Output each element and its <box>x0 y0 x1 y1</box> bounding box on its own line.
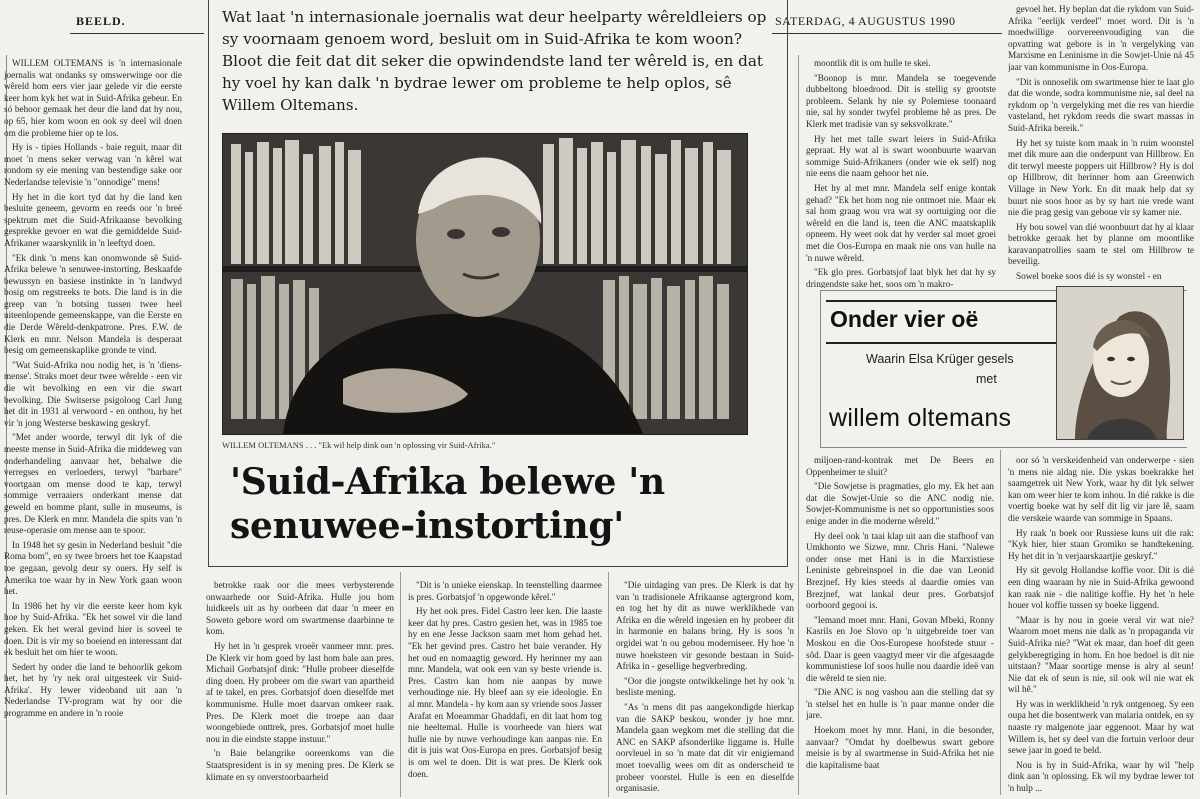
paragraph: Hy het in die kort tyd dat hy die land ken besluite geneem, gevorm en reeds oor 'n breë spektrum met die Suid-Afrikaanse bevolking gesprekke gevoer en wat die gemiddelde Suid-Afrikaner waarskynlik in 'n leeftyd doen. <box>4 191 182 248</box>
paragraph: Hy was in werklikheid 'n ryk ontgenoeg. Sy een oupa het die bosentwerk van malaria ontdek, en sy naaste ry malgenote jaar eggenoot. Maar hy wat Willem is, het sy deel van die fortuin verloor deur sewe jaar in goed te beld. <box>1008 698 1194 756</box>
paragraph: "As 'n mens dit pas aangekondigde hierkap van die SAKP beskou, wonder jy hoe mnr. Mandela gaan wegkom met die stelling dat die ANC en SAKP afsonderlike liggame is. Hulle oorvleuel in so 'n mate dat dit vir enigiemand moet toevallig wees om dit as onderscheid te probeer voorstel. Hulle is een en dieselfde organisasie. <box>616 701 794 794</box>
paragraph: Sedert hy onder die land te behoorlik gekom het, het hy 'ry nek oral uitgesteek vir Suid-Afrika'. Hy lewer videoband uit aan 'n Nederlandse TV-program wat hy oor die programme en andere in 'n rooie <box>4 661 182 719</box>
paragraph: "Met ander woorde, terwyl dit lyk of die meeste mense in Suid-Afrika die middeweg van onderhandeling aanvaar het, behalwe die verregses en verloeders, terwyl "barbare" voortgaan om mense dood te kap, terwyl sommige verraaiers onderkant mense dat geweld en bomme plant, sulle in museums, is pres. De Klerk en mnr. Mandela die spits van 'n reuse-operasie om mense aan te spoor. <box>4 432 182 536</box>
paragraph: "Boonop is mnr. Mandela se toegevende dubbeltong bloedrood. Dit is stellig sy grootste probleem. Selank hy nie sy Polemiese toonaard nie, sal hy sonder twyfel probleme hê as pres. De Klerk met tradisie van sy seksvolkrate." <box>806 72 996 129</box>
masthead-rule-right <box>772 33 1002 34</box>
paragraph: Nou is hy in Suid-Afrika, waar hy wil "help dink aan 'n oplossing. Ek wil my bydrae lewer tot 'n hulp ... <box>1008 759 1194 794</box>
paragraph: "Maar is hy nou in goeie veral vir wat nie? Waarom moet mens nie dalk as 'n propaganda vir Suid-Afrika nie? "Wat ek maar, dan hoef dit geen gelykberegtiging in hom. En hoe bedoel is dit nie uitstaan? "Maar soortige mense is alry al seun! Nie dat ek of seun is nie, sil ook wil nie wat ek wil hê." <box>1008 614 1194 695</box>
paragraph: "Dit is 'n unieke eienskap. In teenstelling daarmee is pres. Gorbatsjof 'n opgewonde kêrel." <box>408 580 602 602</box>
column-byline: Waarin Elsa Krüger gesels <box>866 352 1014 366</box>
paragraph: WILLEM OLTEMANS is 'n internasionale joernalis wat ondanks sy omswerwinge oor die wêreld hom eers vier jaar gelede vir die eerste keer hom kyk het wat in Suid-Afrika gebeur. En só behoor gemaak het deur die land dat hy nou, op 65, hier kom woon en ook sy deel wil doen om die probleme hier op te los. <box>4 58 182 138</box>
column-rule <box>1000 450 1001 795</box>
photo-caption: WILLEM OLTEMANS . . . "Ek wil help dink oan 'n oplossing vir Suid-Afrika." <box>222 440 496 450</box>
paragraph: "Wat Suid-Afrika nou nodig het, is 'n 'diens-mense'. Straks moet deur twee wêrelde - een vir die wit bevolking en een vir die swart bevolking. Die Switserse psigoloog Carl Jung het dit in 1931 al verwoord - en onthou, hy het vir 'n jong Westerse beskawing geskryf. <box>4 359 182 428</box>
headline: 'Suid-Afrika belewe 'n senuwee-instorting' <box>230 461 665 547</box>
column-mid-3 <box>616 580 794 795</box>
intro-paragraph: Wat laat 'n internasionale joernalis wat deur heelparty wêreldleiers op sy voornaam genoem word, besluit om in Suid-Afrika te kom woon? Bloot die feit dat dit seker die opwindendste land ter wêreld is, en dat hy voel hy kan dalk 'n bydrae lewer om probleme te help oplos, sê Willem Oltemans. <box>222 8 767 114</box>
column-rule <box>798 55 799 795</box>
column-left <box>4 58 182 798</box>
column-rule <box>400 572 401 797</box>
author-portrait <box>1056 286 1184 440</box>
paragraph: Hy deel ook 'n taai klap uit aan die stafhoof van Umkhonto we Sizwe, mnr. Chris Hani. "Nalewe onder onse met Hani is in die Marxistiese Leniniste gebreinspoel in die dae van Leonid Brezjnef. Hy kies steeds al daardie omies van Brezjnef, wat lankal deur pres. Gorbatsjof oorboord gegooi is. <box>806 530 994 611</box>
paragraph: "Iemand moet mnr. Hani, Govan Mbeki, Ronny Kasrils en Joe Slovo op 'n uitgebreide toer van Moskou en die Oos-Europese hoofstede stuur - sôd. Daar is geen vaagtyd meer vir die afgesaagde kommunistiese lof soos hulle nou daardie ideë van die wêreld te sien nie. <box>806 614 994 683</box>
column-rule <box>608 572 609 797</box>
paragraph: "Die ANC is nog vashou aan die stelling dat sy 'n stelsel het en hulle is 'n paar manne onder die jare. <box>806 687 994 721</box>
column-mid-4 <box>806 58 996 288</box>
paragraph: betrokke raak oor die mees verbysterende onwaarhede oor Suid-Afrika. Hulle jou hom luidkeels uit as hy oorbeen dat daar 'n meer en Soweto gebore word om swartmense daarbinne te kom. <box>206 580 394 637</box>
masthead-rule-left <box>70 33 204 34</box>
paragraph: miljoen-rand-kontrak met De Beers en Oppenheimer te sluit? <box>806 455 994 477</box>
paragraph: "Dit is onnoselik om swartmense hier te laat glo dat die wonde, sodra kommunisme nie, sal deel na rykdom op 'n vergelyking met die res van hierdie vasteland, het rykdom reeds die swart massas in Suid-Afrika bereik." <box>1008 76 1194 133</box>
paragraph: Sowel boeke soos dié is sy wonstel - en <box>1016 271 1162 282</box>
paragraph: Hy het sy tuiste kom maak in 'n ruim woonstel met dik mure aan die onderpunt van Hillbrow. En dit terwyl meeste poppers uit Hillbrow? Hy is dol op Hillbrow, dit herinner hom aan Greenwich Village in New York. En dit maak help dat sy buurt nie soos hoor as by sy hart nie vrede want nie die prag gesig van geboue vir sy kamer nie. <box>1008 137 1194 218</box>
paragraph: Hy het in 'n gesprek vroeër vanmeer mnr. pres. De Klerk vir hom goed by last hom bale aan pres. Michail Gorbatsjof dink: "Hulle probeer dieselfde ding doen. Hy probeer om die swart van apartheid af te takel, en pres. Gorbatsjof doen dieselfde met kommunisme. Hulle moet daarvan omkeer raak. Pres. De Klerk moet die troepe aan daar woongebiede onttrek, pres. Gorbatsjof moet hulle nou in die eindste stappe instuur." <box>206 640 394 744</box>
paragraph: In 1948 het sy gesin in Nederland besluit "die Roma bom", en sy twee broers het toe Kaapstad toe gegaan, gevolg deur sy ouers. Hy self is Amerika toe waar hy in New York gaan woon het. <box>4 539 182 597</box>
section-name: BEELD. <box>76 14 126 28</box>
paragraph: "Die Sowjetse is pragmaties, glo my. Ek het aan dat die Sowjet-Unie so die ANC nodig nie. Sowjet-Kommunisme is net so opportunisties soos enige ander in die moderne wêreld." <box>806 481 994 526</box>
paragraph: Hy is - tipies Hollands - baie reguit, maar dit moet 'n mens seker verwag van 'n kêrel wat rondom sy eie mening van bestendige sake oor Nederlandse televisie 'n "onnodige" mens! <box>4 142 182 187</box>
paragraph: Hy het met talle swart leiers in Suid-Afrika gepraat. Hy wat al is swart woonbuurte waarvan sommige Suid-Afrikaners (onder wie ek self) nog nie eens die naam gehoor het nie. <box>806 133 996 179</box>
author-portrait-illustration <box>1057 287 1183 439</box>
column-right-2 <box>1008 455 1194 795</box>
paragraph: Hy het ook pres. Fidel Castro leer ken. Die laaste keer dat hy pres. Castro gesien het, was in 1985 toe hy en ene Jesse Jackson saam met hom gehad het. "Ek het gevind pres. Castro het baie verander. Hy het oud en nomaagtig geword. Hy herinner my aan mnr. Mandela, wat ook een van sy beste vriende is. Pres. Castro kan hom nie aanpas by nuwe verhoudinge nie. Hy bleef aan sy eie ideologie. En al mnr. Mandela - hy kom aan sy vriende soos Jasser Arafat en Moeammar Ghaddafi, en dit laat hom tog nie heeltemal. Hulle is voorheede van hiers wat hulle nie by nuwe verhoudinge kan aanpas nie. En dit is juis wat Oos-Europa en pres. Gorbatsjof besig is om wel te doen. Dit is wat pres. De Klerk ook doen. <box>408 606 602 779</box>
issue-date: SATERDAG, 4 AUGUSTUS 1990 <box>775 14 956 28</box>
paragraph: Hy sit gevolg Hollandse koffie voor. Dit is dié een ding waaraan hy nie in Suid-Afrika gewoond kan raak nie - die nalitige koffie. Hy het 'n hele houer vol koffie tussen sy boeke liggend. <box>1008 565 1194 611</box>
paragraph: "Die uitdaging van pres. De Klerk is dat hy van 'n tradisionele Afrikaanse agtergrond kom, en tog het hy dit as nuwe werklikhede van Afrika en die wêreld ingesien en hy probeer dit in harmonie en balans bring. Hy is soos 'n orgidei wat 'n ou gebou moderniseer. Hy hoe 'n nuwe hoeksteen vir gesonde bestaan in Suid-Afrika in - gesellige hegverbreding. <box>616 580 794 672</box>
paragraph: oor só 'n verskeidenheid van onderwerpe - sien 'n mens nie aldag nie. Die yskas boekrakke het saamgetrek uit New York, waar hy dit lyk selwer kan om weer hier te kom inhou. In dié rakke is die voertig boeke wat hy self dit lig vir jare lê, saam die verskeie waarde van sommige in Spaans. <box>1008 455 1194 523</box>
column-mid-5 <box>806 455 994 795</box>
column-right-1 <box>1008 4 1194 284</box>
paragraph: Hy bou sowel van dié woonbuurt dat hy al klaar betrokke geraak het by planne om moontlike karavanpatrollies saam te stel om Hillbrow te beveilig. <box>1008 221 1194 267</box>
paragraph: 'n Baie belangrike ooreenkoms van die Staatspresident is in sy mening pres. De Klerk se klimate en sy onverstoorbaarheid <box>206 748 394 782</box>
paragraph: In 1986 het hy vir die eerste keer hom kyk hoe hy Suid-Afrika. "Ek het sowel vir die land geken. Ek het weral gevind hier is soveel te doen. Dit is vir my so boeiend en interessant dat ek besluit het om hier te woon. <box>4 600 182 658</box>
paragraph: moontlik dit is om hulle te skei. <box>814 58 931 68</box>
paragraph: "Ek glo pres. Gorbatsjof laat blyk het dat hy sy dringendste sake het, soos om 'n makro- <box>806 267 996 288</box>
paragraph: Hy raak 'n boek oor Russiese kuns uit die rak: "Kyk hier, hier staan Gromiko se handtekening. Hy het dit in 'n verjaarskaartjie geskryf." <box>1008 527 1194 561</box>
paragraph: "Ek dink 'n mens kan onomwonde sê Suid-Afrika belewe 'n senuwee-instorting. Beskaafde bewussyn en basiese instinkte in 'n landwyd bosig om regstreeks te bots. Die land is in die greep van 'n botsing tussen twee heel uiteenlopende gemeenskappe, van die Eerste en die Derde Wêreld-denkpatrone. Pres. F.W. de Klerk en mnr. Nelson Mandela is desperaat besig om gemeenskaplike gronde te vind. <box>4 252 182 356</box>
photo-willem-oltemans <box>222 133 748 435</box>
paragraph: gevoel het. Hy beplan dat die rykdom van Suid-Afrika "eerlijk verdeel" moet word. Dit is 'n moedwillige oorvereenvoudiging van die opvatting wat gebore is in 'n vergelyking van Marxisme en Leninisme in die Sowjet-Unie ná 45 jaar van kommunisme in Oos-Europa. <box>1008 4 1194 72</box>
column-mid-2 <box>408 580 602 795</box>
column-title: Onder vier oë <box>830 306 979 332</box>
column-mid-1 <box>206 580 394 795</box>
paragraph: "Oor die jongste ontwikkelinge het hy ook 'n besliste mening. <box>616 675 794 698</box>
column-subject-name: willem oltemans <box>829 404 1012 432</box>
portrait-photo-illustration <box>223 134 747 434</box>
paragraph: Hoekom moet hy mnr. Hani, in die besonder, aanvaar? "Omdat hy doelbewus swart gebore meisie is by al swartmense in Suid-Afrika het nie die kapitalisme baat <box>806 725 994 770</box>
paragraph: Het hy al met mnr. Mandela self enige kontak gehad? "Ek het hom nog nie ontmoet nie. Maar ek sal hom graag wou vra wat sy oortuiging oor die wêreld en die land is, teen die ANC maatskaplik opneem. Hy weet ook dat hy verder sal moet groei met die Oos-Europa en maak nie ons van hulle na 'n nuwe wêreld. <box>806 182 996 263</box>
column-byline-met: met <box>976 372 997 386</box>
